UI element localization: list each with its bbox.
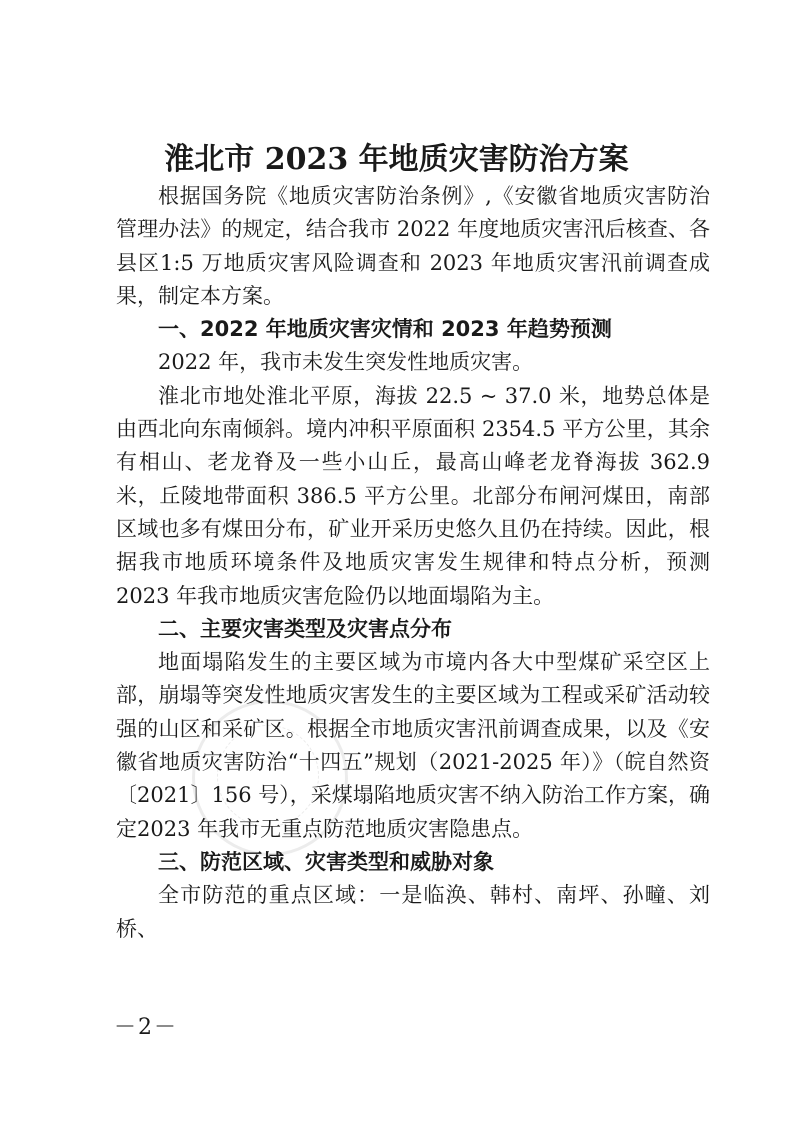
section-2-paragraph: 地面塌陷发生的主要区域为市境内各大中型煤矿采空区上部，崩塌等突发性地质灾害发生的主要区域为工程或采矿活动较强的山区和采矿区。根据全市地质灾害汛前调查成果，以及《安徽省地质灾害防治“十四五”规划（2021-2025 年）》（皖自然资〔2021〕156 号），采煤塌陷地质灾害不纳入防治工作方案，确定2023 年我市无重点防范地质灾害隐患点。 — [116, 650, 710, 841]
page-number: －2－ — [114, 1015, 178, 1040]
section-1-paragraph: 2022 年，我市未发生突发性地质灾害。 — [158, 350, 534, 375]
document-body — [116, 180, 710, 946]
section-3-heading: 三、防范区域、灾害类型和威胁对象 — [158, 849, 494, 874]
section-1-paragraph: 淮北市地处淮北平原，海拔 22.5 ~ 37.0 米，地势总体是由西北向东南倾斜。境内冲积平原面积 2354.5 平方公里，其余有相山、老龙脊及一些小山丘，最高山峰老龙脊海拔 362.9 米，丘陵地带面积 386.5 平方公里。北部分布闸河煤田，南部区域也多有煤田分布，矿业开采历史悠久且仍在持续。因此，根据我市地质环境条件及地质灾害发生规律和特点分析，预测 2023 年我市地质灾害危险仍以地面塌陷为主。 — [116, 383, 710, 608]
section-2-heading: 二、主要灾害类型及灾害点分布 — [158, 616, 452, 641]
section-3-paragraph: 全市防范的重点区域：一是临涣、韩村、南坪、孙疃、刘桥、 — [116, 883, 710, 941]
document-title: 淮北市 2023 年地质灾害防治方案 — [164, 142, 629, 177]
intro-paragraph: 根据国务院《地质灾害防治条例》,《安徽省地质灾害防治管理办法》的规定，结合我市 2022 年度地质灾害汛后核查、各县区1:5 万地质灾害风险调查和 2023 年地质灾害汛前调查成果，制定本方案。 — [116, 184, 710, 308]
section-1-heading: 一、2022 年地质灾害灾情和 2023 年趋势预测 — [158, 317, 612, 342]
